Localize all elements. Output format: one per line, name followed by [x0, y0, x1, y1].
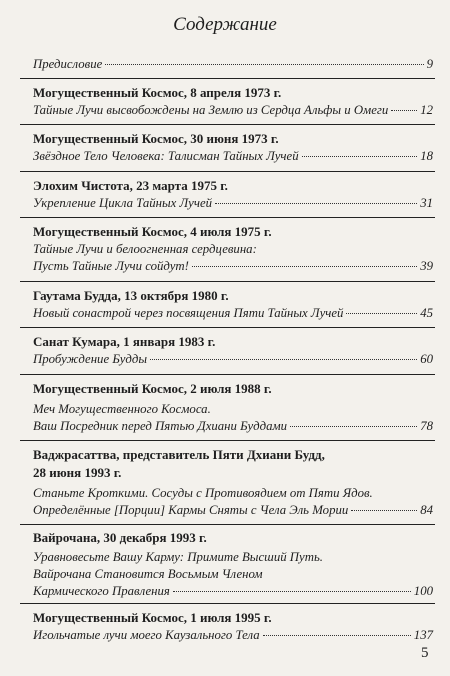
divider	[20, 440, 435, 441]
section-heading: Могущественный Космос, 4 июля 1975 г.	[33, 224, 272, 239]
toc-entry-preface	[33, 56, 433, 73]
dot-leader	[346, 313, 417, 314]
entry-text: Укрепление Цикла Тайных Лучей	[33, 196, 213, 210]
entry-page: 45	[420, 306, 433, 320]
section-heading: Элохим Чистота, 23 марта 1975 г.	[33, 178, 228, 193]
dot-leader	[105, 64, 423, 65]
toc-section	[33, 529, 433, 600]
entry-page: 39	[420, 259, 433, 273]
section-heading: Вайрочана, 30 декабря 1993 г.	[33, 530, 207, 545]
entry-line: Тайные Лучи и белоогненная сердцевина:	[33, 242, 257, 256]
toc-section	[33, 380, 433, 435]
section-heading-cont: 28 июня 1993 г.	[33, 465, 122, 480]
toc-section	[33, 333, 433, 368]
dot-leader	[351, 510, 417, 511]
dot-leader	[290, 426, 417, 427]
divider	[20, 171, 435, 172]
entry-page: 100	[413, 584, 433, 598]
section-heading: Ваджрасаттва, представитель Пяти Дхиани Будд,	[33, 447, 325, 462]
entry-line: Станьте Кроткими. Сосуды с Противоядием от Пяти Ядов.	[33, 486, 373, 500]
divider	[20, 374, 435, 375]
entry-text: Звёздное Тело Человека: Талисман Тайных Лучей	[33, 149, 299, 163]
toc-section	[33, 223, 433, 275]
page-number: 5	[421, 645, 429, 661]
toc-section	[33, 177, 433, 212]
page-title: Содержание	[173, 14, 277, 35]
divider	[20, 327, 435, 328]
entry-page: 18	[420, 149, 433, 163]
dot-leader	[150, 359, 417, 360]
entry-text: Пусть Тайные Лучи сойдут!	[33, 259, 189, 273]
entry-page: 60	[420, 352, 433, 366]
divider	[20, 78, 435, 79]
entry-text: Определённые [Порции] Кармы Сняты с Чела Эль Мории	[33, 503, 349, 517]
entry-page: 12	[420, 103, 433, 117]
toc-section	[33, 446, 433, 519]
entry-text: Предисловие	[33, 57, 103, 71]
divider	[20, 124, 435, 125]
entry-page: 84	[420, 503, 433, 517]
dot-leader	[302, 156, 418, 157]
section-heading: Могущественный Космос, 1 июля 1995 г.	[33, 610, 272, 625]
dot-leader	[173, 591, 411, 592]
entry-line: Уравновесьте Вашу Карму: Примите Высший Путь.	[33, 550, 323, 564]
dot-leader	[263, 635, 411, 636]
section-heading: Могущественный Космос, 8 апреля 1973 г.	[33, 85, 282, 100]
dot-leader	[192, 266, 417, 267]
toc-section	[33, 84, 433, 119]
entry-text: Кармического Правления	[33, 584, 170, 598]
entry-text: Новый сонастрой через посвящения Пяти Тайных Лучей	[33, 306, 344, 320]
section-heading: Гаутама Будда, 13 октября 1980 г.	[33, 288, 229, 303]
entry-text: Тайные Лучи высвобождены на Землю из Сердца Альфы и Омеги	[33, 103, 389, 117]
entry-page: 9	[426, 57, 433, 71]
entry-text: Ваш Посредник перед Пятью Дхиани Буддами	[33, 419, 288, 433]
section-heading: Могущественный Космос, 2 июля 1988 г.	[33, 381, 272, 396]
entry-text: Пробуждение Будды	[33, 352, 147, 366]
divider	[20, 603, 435, 604]
entry-line: Вайрочана Становится Восьмым Членом	[33, 567, 263, 581]
divider	[20, 524, 435, 525]
entry-page: 78	[420, 419, 433, 433]
entry-text: Игольчатые лучи моего Каузального Тела	[33, 628, 260, 642]
section-heading: Санат Кумара, 1 января 1983 г.	[33, 334, 216, 349]
divider	[20, 217, 435, 218]
toc-section	[33, 609, 433, 644]
entry-page: 31	[420, 196, 433, 210]
dot-leader	[215, 203, 417, 204]
toc-section	[33, 287, 433, 322]
section-heading: Могущественный Космос, 30 июня 1973 г.	[33, 131, 279, 146]
divider	[20, 281, 435, 282]
entry-page: 137	[413, 628, 433, 642]
entry-line: Меч Могущественного Космоса.	[33, 402, 211, 416]
toc-section	[33, 130, 433, 165]
dot-leader	[391, 110, 417, 111]
